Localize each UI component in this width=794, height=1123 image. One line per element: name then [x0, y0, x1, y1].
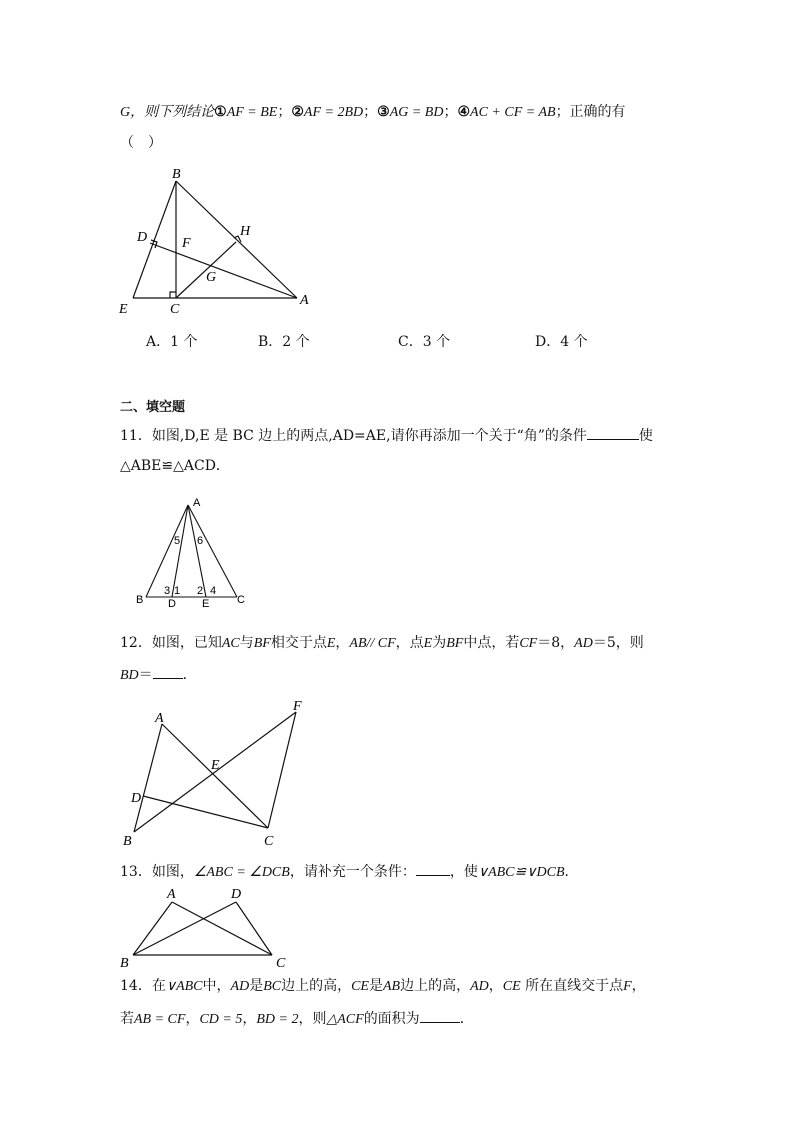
q10-circle-4: ④	[457, 104, 471, 120]
q10-option-b[interactable]: B．2 个	[258, 334, 310, 350]
q10-option-a[interactable]: A．1 个	[146, 334, 198, 350]
q14-line1	[120, 976, 646, 997]
q14-text-8: 所在直线交于点	[520, 978, 624, 994]
q10-line2: （ ）	[120, 135, 162, 151]
q12-line2-end: ．	[182, 667, 197, 683]
q12-var-8: AD	[574, 636, 593, 651]
q14-l2-expr-1: AB = CF	[134, 1012, 186, 1027]
q10-label-E: E	[119, 302, 128, 317]
q10-circle-1: ①	[214, 104, 227, 120]
q14-l2-end: ．	[459, 1011, 474, 1027]
q11-label-B: B	[136, 594, 144, 606]
q13-expr-2: ∨ABC≌∨DCB	[477, 865, 565, 880]
q10-expr-1: AF = BE	[226, 105, 278, 120]
q10-label-C: C	[170, 302, 180, 317]
q14-text-9: ，	[631, 978, 646, 994]
q10-label-F: F	[182, 236, 191, 251]
q12-text-6: 为	[432, 635, 447, 651]
q10-expr-4: AC + CF = AB	[470, 105, 556, 120]
q10-label-H: H	[240, 224, 251, 239]
q10-sep: ；	[443, 104, 458, 120]
q13-text-3: ，使	[449, 864, 478, 880]
q13-label-C: C	[276, 956, 286, 971]
q14-l2-text-3: 的面积为	[363, 1011, 420, 1027]
q14-l2-expr-3: BD = 2	[256, 1012, 299, 1027]
q12-line2-eq: ＝	[138, 667, 153, 683]
q13-label-A: A	[167, 887, 176, 902]
q10-sep: ；	[363, 104, 378, 120]
q10-sep: ；	[277, 104, 292, 120]
q11-angle-1: 1	[174, 585, 181, 597]
q11-angle-4: 4	[210, 585, 217, 597]
q13-label-B: B	[120, 956, 129, 971]
q14-l2-sep-2: ，	[242, 1011, 257, 1027]
q10-label-G: G	[206, 270, 217, 285]
q12-text-3: 相交于点	[270, 635, 327, 651]
q11-line2: △ABE≌△ACD．	[120, 458, 230, 474]
q12-var-6: BF	[446, 636, 464, 651]
q12-var-7: CF	[519, 636, 538, 651]
section-title: 二、填空题	[120, 400, 186, 415]
q12-label-C: C	[264, 834, 274, 849]
q12-var-4: AB// CF	[349, 636, 396, 651]
q11-angle-3: 3	[164, 585, 171, 597]
q12-var-1: AC	[221, 636, 240, 651]
q12-text-8: ＝8，	[537, 635, 575, 651]
q12-label-B: B	[123, 834, 132, 849]
q12-label-A: A	[155, 711, 164, 726]
q14-text-3: 是	[249, 978, 264, 994]
q14-l2-expr-2: CD = 5	[199, 1012, 243, 1027]
q10-label-B: B	[172, 167, 181, 182]
q12-line2-var: BD	[120, 668, 139, 683]
q13-text-2: ，请补充一个条件：	[289, 864, 416, 880]
q10-circle-2: ②	[291, 104, 304, 120]
q12-label-D: D	[131, 791, 142, 806]
q11-label-A: A	[193, 497, 201, 509]
q11-text-end: 使	[638, 428, 653, 444]
q12-text-4: ，	[335, 635, 350, 651]
q12-text-7: 中点，若	[463, 635, 520, 651]
q10-circle-3: ③	[377, 104, 390, 120]
q14-var-7: CE	[502, 979, 521, 994]
q11-text: 11．如图,D,E 是 BC 边上的两点,AD=AE,请你再添加一个关于“角”的条件	[120, 428, 587, 444]
q14-l2-sep-1: ，	[185, 1011, 200, 1027]
q14-l2-expr-4: △ACF	[326, 1012, 364, 1027]
q10-option-c[interactable]: C．3 个	[398, 334, 451, 350]
q10-label-A: A	[300, 293, 309, 308]
q14-var-5: AB	[382, 979, 401, 994]
q13-expr-1: ∠ABC = ∠DCB	[193, 865, 290, 880]
q12-label-E: E	[211, 758, 220, 773]
q10-lead: G，则下列结论	[120, 105, 215, 120]
q14-answer-blank[interactable]	[420, 1008, 460, 1023]
q12-var-5: E	[423, 636, 433, 651]
q12-text-2: 与	[239, 635, 254, 651]
q12-label-F: F	[293, 699, 302, 714]
q11-angle-6: 6	[197, 535, 204, 547]
q11-label-D: D	[168, 598, 176, 610]
q14-text-2: 中，	[202, 978, 231, 994]
q12-text-9: ＝5，则	[592, 635, 644, 651]
q11-angle-5: 5	[174, 535, 181, 547]
q10-option-d[interactable]: D．4 个	[535, 334, 588, 350]
q11-angle-2: 2	[197, 585, 204, 597]
q11-label-C: C	[237, 594, 245, 606]
q14-var-8: F	[623, 979, 632, 994]
q14-var-3: BC	[263, 979, 282, 994]
q13-label-D: D	[231, 887, 242, 902]
q12-text-1: 12．如图，已知	[120, 635, 222, 651]
q13-text-1: 13．如图，	[120, 864, 194, 880]
q10-expr-3: AG = BD	[389, 105, 444, 120]
q14-text-7: ，	[488, 978, 503, 994]
q14-text-6: 边上的高，	[400, 978, 471, 994]
q11-label-E: E	[202, 598, 210, 610]
q14-text-4: 边上的高，	[281, 978, 352, 994]
q14-var-4: CE	[351, 979, 369, 994]
q14-l2-text-2: ，则	[298, 1011, 327, 1027]
q14-text-1: 14．在	[120, 978, 166, 994]
q14-var-1: ∨ABC	[165, 979, 203, 994]
q14-l2-text-1: 若	[120, 1011, 134, 1027]
q14-line2	[120, 1008, 474, 1030]
q14-text-5: 是	[368, 978, 383, 994]
q14-var-2: AD	[230, 979, 250, 994]
q12-var-2: BF	[253, 636, 271, 651]
q14-var-6: AD	[470, 979, 489, 994]
q10-tail: ；正确的有	[555, 104, 626, 120]
q12-var-3: E	[326, 636, 336, 651]
q12-text-5: ，点	[395, 635, 424, 651]
q13-text-4: ．	[564, 864, 579, 880]
q10-label-D: D	[137, 230, 148, 245]
q10-expr-2: AF = 2BD	[303, 105, 364, 120]
